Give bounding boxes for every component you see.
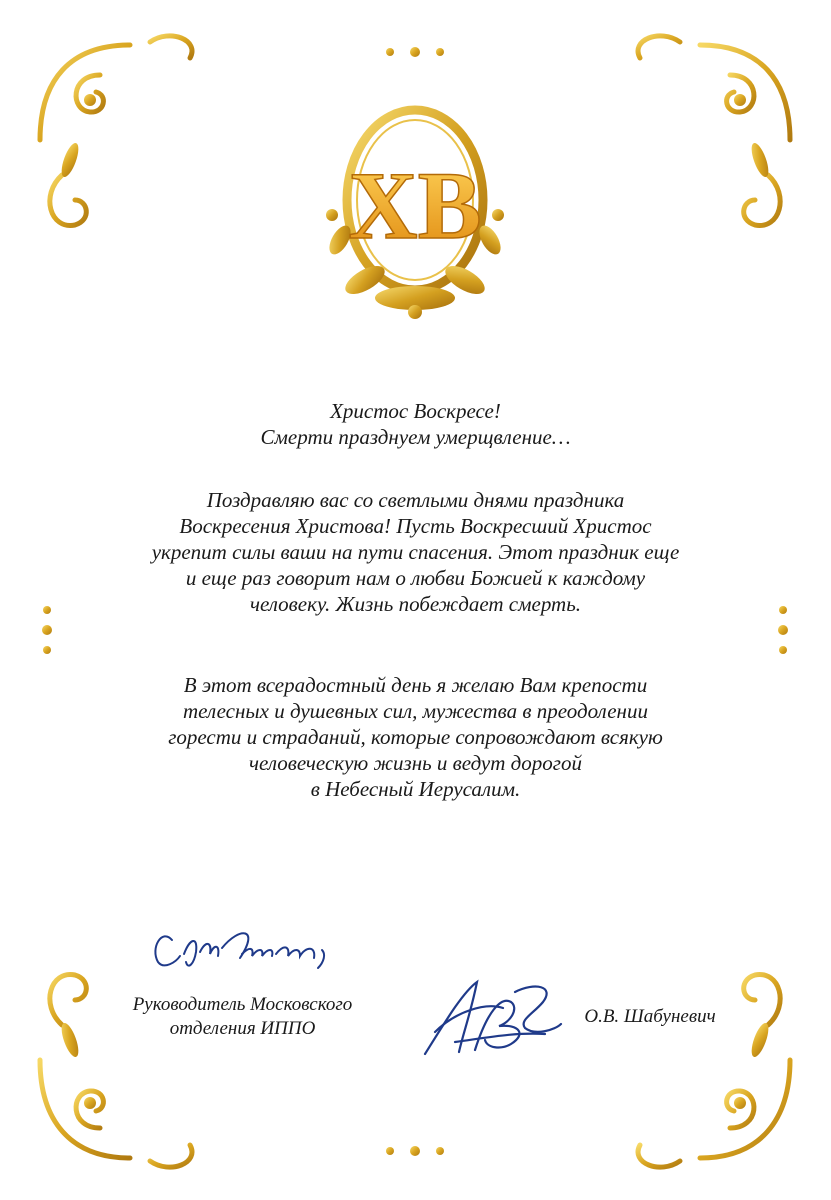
congratulation-paragraph xyxy=(90,487,741,617)
signature xyxy=(415,972,565,1062)
easter-emblem xyxy=(310,100,520,325)
wishes-paragraph xyxy=(90,672,741,802)
signer-role xyxy=(105,993,380,1041)
text-line: телесных и душевных сил, мужества в преодолении xyxy=(183,699,648,723)
text-line: В этот всерадостный день я желаю Вам крепости xyxy=(183,673,648,697)
text-line: укрепит силы ваши на пути спасения. Этот праздник еще xyxy=(151,540,680,564)
signer-name: О.В. Шабуневич xyxy=(584,1006,716,1027)
greeting-line: Христос Воскресе! xyxy=(330,399,501,423)
text-line: в Небесный Иерусалим. xyxy=(310,777,521,801)
text-line: Поздравляю вас со светлыми днями праздника xyxy=(206,488,625,512)
monogram-text: ХВ xyxy=(348,152,482,259)
greeting xyxy=(90,398,741,450)
text-line: человеческую жизнь и ведут дорогой xyxy=(249,751,582,775)
greeting-line: Смерти празднуем умерщвление… xyxy=(260,425,571,449)
text-line: и еще раз говорит нам о любви Божией к каждому xyxy=(185,566,646,590)
text-line: Воскресения Христова! Пусть Воскресший Христос xyxy=(179,514,652,538)
handwritten-closing xyxy=(150,918,350,978)
text-line: человеку. Жизнь побеждает смерть. xyxy=(249,592,582,616)
text-line: горести и страданий, которые сопровождают всякую xyxy=(168,725,663,749)
signer-role-line: Руководитель Московского xyxy=(132,994,353,1015)
signer-role-line: отделения ИППО xyxy=(169,1018,316,1039)
